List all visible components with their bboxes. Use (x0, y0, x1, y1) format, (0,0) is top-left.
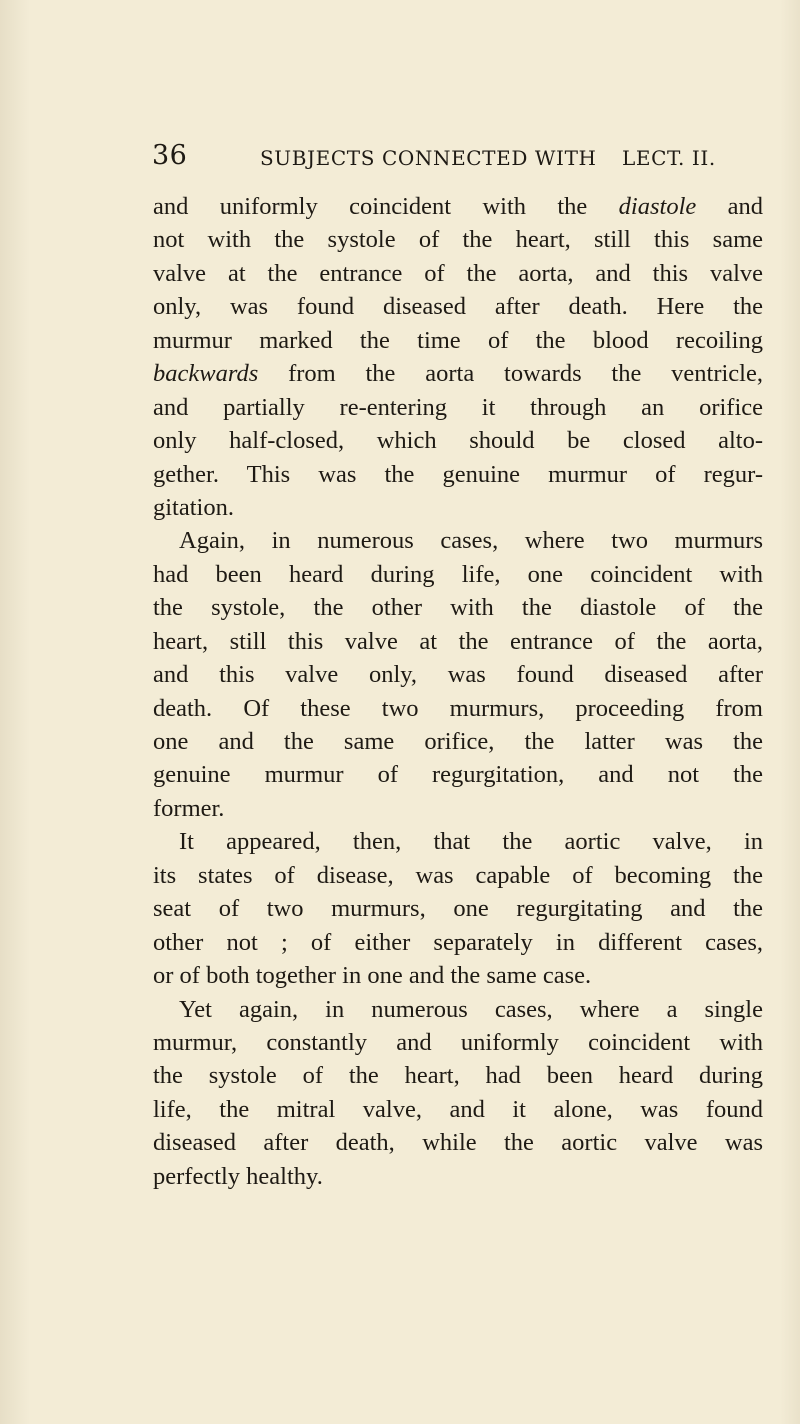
text-line: its states of disease, was capable of becoming the (153, 861, 763, 889)
text-line: and this valve only, was found diseased after (153, 661, 763, 689)
text-line: and partially re-entering it through an orifice (153, 393, 763, 421)
page-header (152, 140, 764, 180)
page-number: 36 (152, 140, 188, 171)
text-line: heart, still this valve at the entrance of the aorta, (153, 627, 763, 655)
text-line: former. (153, 794, 225, 822)
text-line: only half-closed, which should be closed alto- (153, 427, 763, 455)
text-line: It appeared, then, that the aortic valve, in (179, 828, 763, 856)
lecture-label: LECT. II. (622, 146, 716, 170)
text-line: backwards from the aorta towards the ventricle, (153, 360, 763, 388)
text-line: death. Of these two murmurs, proceeding from (153, 694, 763, 722)
text-line: the systole of the heart, had been heard during (153, 1062, 763, 1090)
text-line: diseased after death, while the aortic valve was (153, 1129, 763, 1157)
text-line: seat of two murmurs, one regurgitating and the (153, 895, 763, 923)
text-line: and uniformly coincident with the diastole and (153, 193, 763, 220)
text-line: or of both together in one and the same case. (153, 962, 592, 990)
text-line: perfectly healthy. (153, 1162, 323, 1190)
body-text (153, 190, 763, 1193)
text-line: gitation. (153, 493, 234, 521)
text-line: murmur marked the time of the blood recoiling (153, 326, 763, 354)
text-line: genuine murmur of regurgitation, and not the (153, 761, 763, 789)
text-line: had been heard during life, one coincident with (153, 560, 763, 588)
text-line: valve at the entrance of the aorta, and this valve (153, 259, 763, 287)
emphasis: backwards (153, 360, 259, 388)
text-line: the systole, the other with the diastole of the (153, 594, 763, 622)
text-line: not with the systole of the heart, still this same (153, 226, 763, 254)
text-line: other not ; of either separately in different cases, (153, 928, 763, 956)
text-line: one and the same orifice, the latter was the (153, 728, 763, 755)
text-line: Yet again, in numerous cases, where a single (179, 995, 763, 1023)
running-title: SUBJECTS CONNECTED WITH (260, 146, 597, 170)
text-line: Again, in numerous cases, where two murmurs (179, 527, 763, 555)
text-line: gether. This was the genuine murmur of regur- (153, 460, 763, 488)
emphasis: diastole (618, 193, 697, 220)
text-line: only, was found diseased after death. Here the (153, 293, 763, 321)
text-line: life, the mitral valve, and it alone, was found (153, 1095, 763, 1123)
text-line: murmur, constantly and uniformly coincident with (153, 1028, 763, 1056)
